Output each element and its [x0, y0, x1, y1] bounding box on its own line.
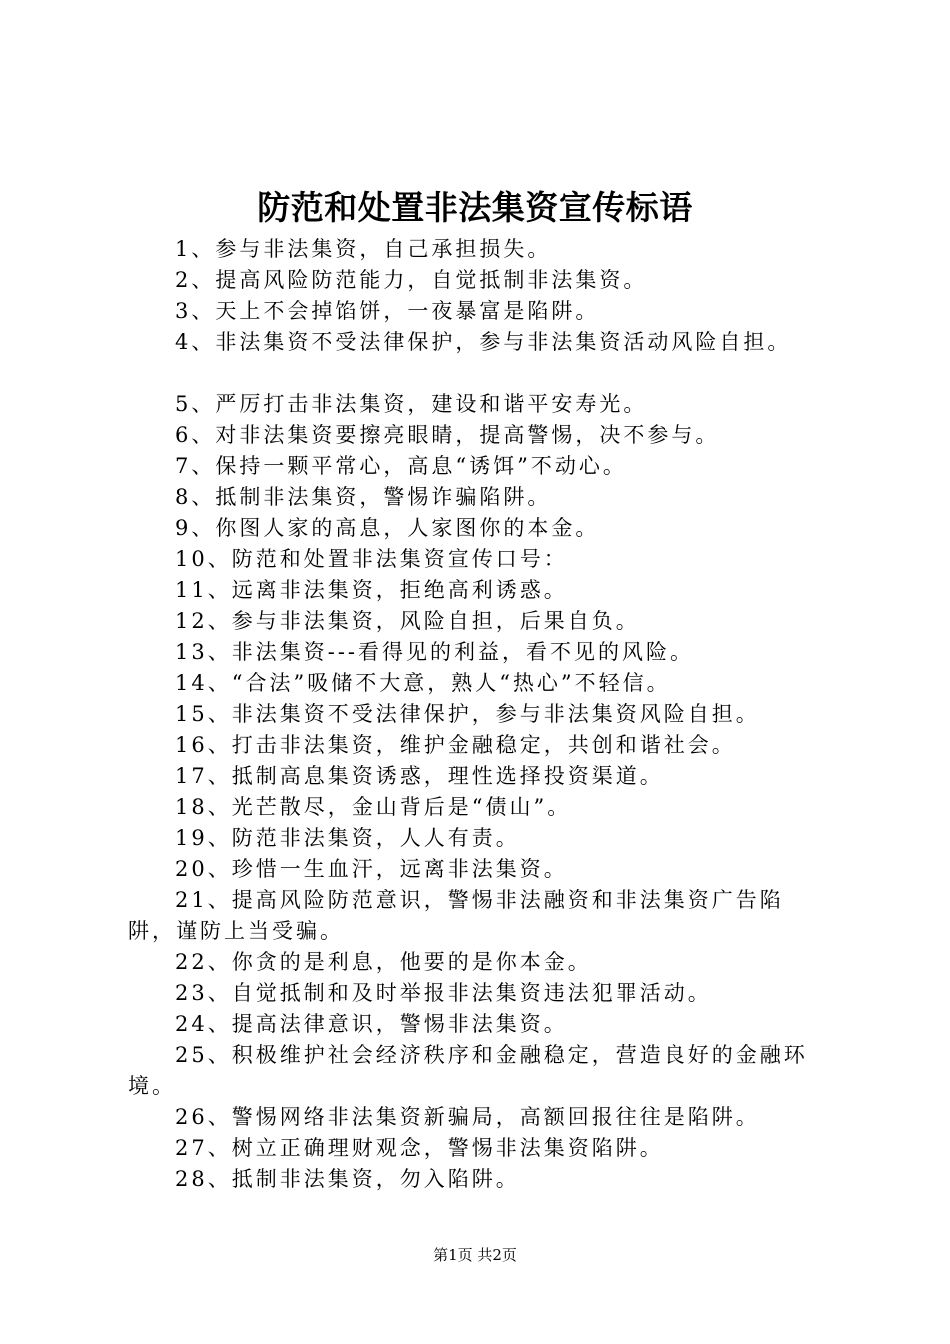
list-item: 3、天上不会掉馅饼，一夜暴富是陷阱。 — [175, 299, 600, 323]
list-item: 24、提高法律意识，警惕非法集资。 — [175, 1012, 568, 1036]
list-item: 4、非法集资不受法律保护，参与非法集资活动风险自担。 — [175, 330, 792, 354]
list-item: 25、积极维护社会经济秩序和金融稳定，营造良好的金融环境。 — [128, 1043, 808, 1098]
list-item: 23、自觉抵制和及时举报非法集资违法犯罪活动。 — [175, 981, 712, 1005]
slogan-list — [128, 234, 828, 1195]
list-item: 20、珍惜一生血汗，远离非法集资。 — [175, 857, 568, 881]
list-item: 19、防范非法集资，人人有责。 — [175, 826, 520, 850]
list-item: 14、“合法”吸储不大意，熟人“热心”不轻信。 — [175, 671, 671, 695]
list-item: 12、参与非法集资，风险自担，后果自负。 — [175, 609, 640, 633]
list-item: 6、对非法集资要擦亮眼睛，提高警惕，决不参与。 — [175, 423, 720, 447]
list-item: 18、光芒散尽，金山背后是“债山”。 — [175, 795, 572, 819]
list-item: 16、打击非法集资，维护金融稳定，共创和谐社会。 — [175, 733, 736, 757]
list-item: 17、抵制高息集资诱惑，理性选择投资渠道。 — [175, 764, 664, 788]
document-title: 防范和处置非法集资宣传标语 — [257, 188, 693, 227]
list-item: 10、防范和处置非法集资宣传口号： — [175, 547, 568, 571]
page-number: 第1页 共2页 — [433, 1246, 517, 1264]
list-item: 2、提高风险防范能力，自觉抵制非法集资。 — [175, 268, 648, 292]
list-item: 1、参与非法集资，自己承担损失。 — [175, 237, 552, 261]
list-item: 13、非法集资---看得见的利益，看不见的风险。 — [175, 640, 695, 664]
list-item: 8、抵制非法集资，警惕诈骗陷阱。 — [175, 485, 552, 509]
list-item: 27、树立正确理财观念，警惕非法集资陷阱。 — [175, 1136, 664, 1160]
list-item: 21、提高风险防范意识，警惕非法融资和非法集资广告陷阱，谨防上当受骗。 — [128, 888, 784, 943]
list-item: 7、保持一颗平常心，高息“诱饵”不动心。 — [175, 454, 627, 478]
list-item: 26、警惕网络非法集资新骗局，高额回报往往是陷阱。 — [175, 1105, 760, 1129]
list-item: 5、严厉打击非法集资，建设和谐平安寿光。 — [175, 392, 648, 416]
list-item: 15、非法集资不受法律保护，参与非法集资风险自担。 — [175, 702, 760, 726]
list-item: 28、抵制非法集资，勿入陷阱。 — [175, 1167, 520, 1191]
list-item: 9、你图人家的高息，人家图你的本金。 — [175, 516, 600, 540]
list-item: 22、你贪的是利息，他要的是你本金。 — [175, 950, 592, 974]
list-item: 11、远离非法集资，拒绝高利诱惑。 — [175, 578, 568, 602]
